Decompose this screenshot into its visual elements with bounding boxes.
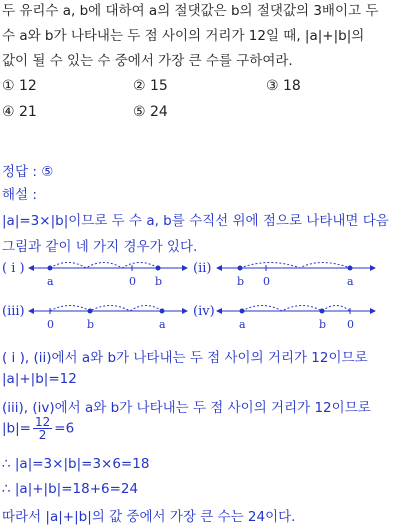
question-line-2: 수 a와 b가 나타내는 두 점 사이의 거리가 12일 때, |a|+|b|의: [2, 28, 365, 44]
case-3-label: (iii): [2, 304, 25, 319]
question-line-1: 두 유리수 a, b에 대하여 a의 절댓값은 b의 절댓값의 3배이고 두: [2, 3, 379, 19]
solution-line-5: (iii), (iv)에서 a와 b가 나타내는 두 점 사이의 거리가 12이므로: [2, 400, 371, 416]
answer-label: 정답 : ⑤: [2, 164, 54, 180]
solution-line-7: ∴ |a|=3×|b|=3×6=18: [2, 456, 150, 472]
solution-line-3: ( i ), (ii)에서 a와 b가 나타내는 두 점 사이의 거리가 12이므로: [2, 350, 368, 366]
case-3-point-a: a: [159, 318, 166, 331]
solution-line-6: [2, 416, 74, 441]
number-line-case-2: [216, 256, 376, 288]
case-3-point-0: 0: [47, 318, 54, 331]
solution-line-6-suffix: =6: [54, 420, 75, 437]
solution-line-6-prefix: |b|=: [2, 420, 31, 437]
choice-4[interactable]: ④ 21: [2, 104, 37, 120]
case-4-label: (iv): [193, 304, 215, 319]
case-1-point-0: 0: [129, 275, 136, 288]
fraction-numerator: 12: [34, 415, 51, 429]
case-1-point-b: b: [155, 275, 163, 288]
case-2-point-a: a: [347, 275, 354, 288]
number-line-case-1: [28, 256, 188, 288]
solution-line-8: ∴ |a|+|b|=18+6=24: [2, 481, 139, 497]
case-1-label: ( i ): [2, 261, 25, 276]
case-1-point-a: a: [47, 275, 54, 288]
number-line-case-3: [28, 299, 188, 331]
fraction-denominator: 2: [38, 428, 47, 442]
case-2-label: (ii): [193, 261, 212, 276]
solution-line-2: 그림과 같이 네 가지 경우가 있다.: [2, 239, 198, 255]
case-2-point-0: 0: [263, 275, 270, 288]
case-4-point-a: a: [239, 318, 246, 331]
choice-3[interactable]: ③ 18: [266, 78, 301, 94]
solution-line-1: |a|=3×|b|이므로 두 수 a, b를 수직선 위에 점으로 나타내면 다음: [2, 213, 389, 229]
choice-2[interactable]: ② 15: [133, 78, 168, 94]
case-3-point-b: b: [87, 318, 95, 331]
case-4-point-0: 0: [347, 318, 354, 331]
question-line-3: 값이 될 수 있는 수 중에서 가장 큰 수를 구하여라.: [2, 53, 293, 69]
fraction-12-over-2: [33, 416, 52, 441]
explanation-header: 해설 :: [2, 187, 37, 203]
choice-5[interactable]: ⑤ 24: [133, 104, 168, 120]
choice-1[interactable]: ① 12: [2, 78, 37, 94]
solution-line-4: |a|+|b|=12: [2, 371, 77, 387]
case-4-point-b: b: [319, 318, 327, 331]
solution-line-9: 따라서 |a|+|b|의 값 중에서 가장 큰 수는 24이다.: [2, 509, 296, 525]
case-2-point-b: b: [237, 275, 245, 288]
number-line-case-4: [216, 299, 376, 331]
